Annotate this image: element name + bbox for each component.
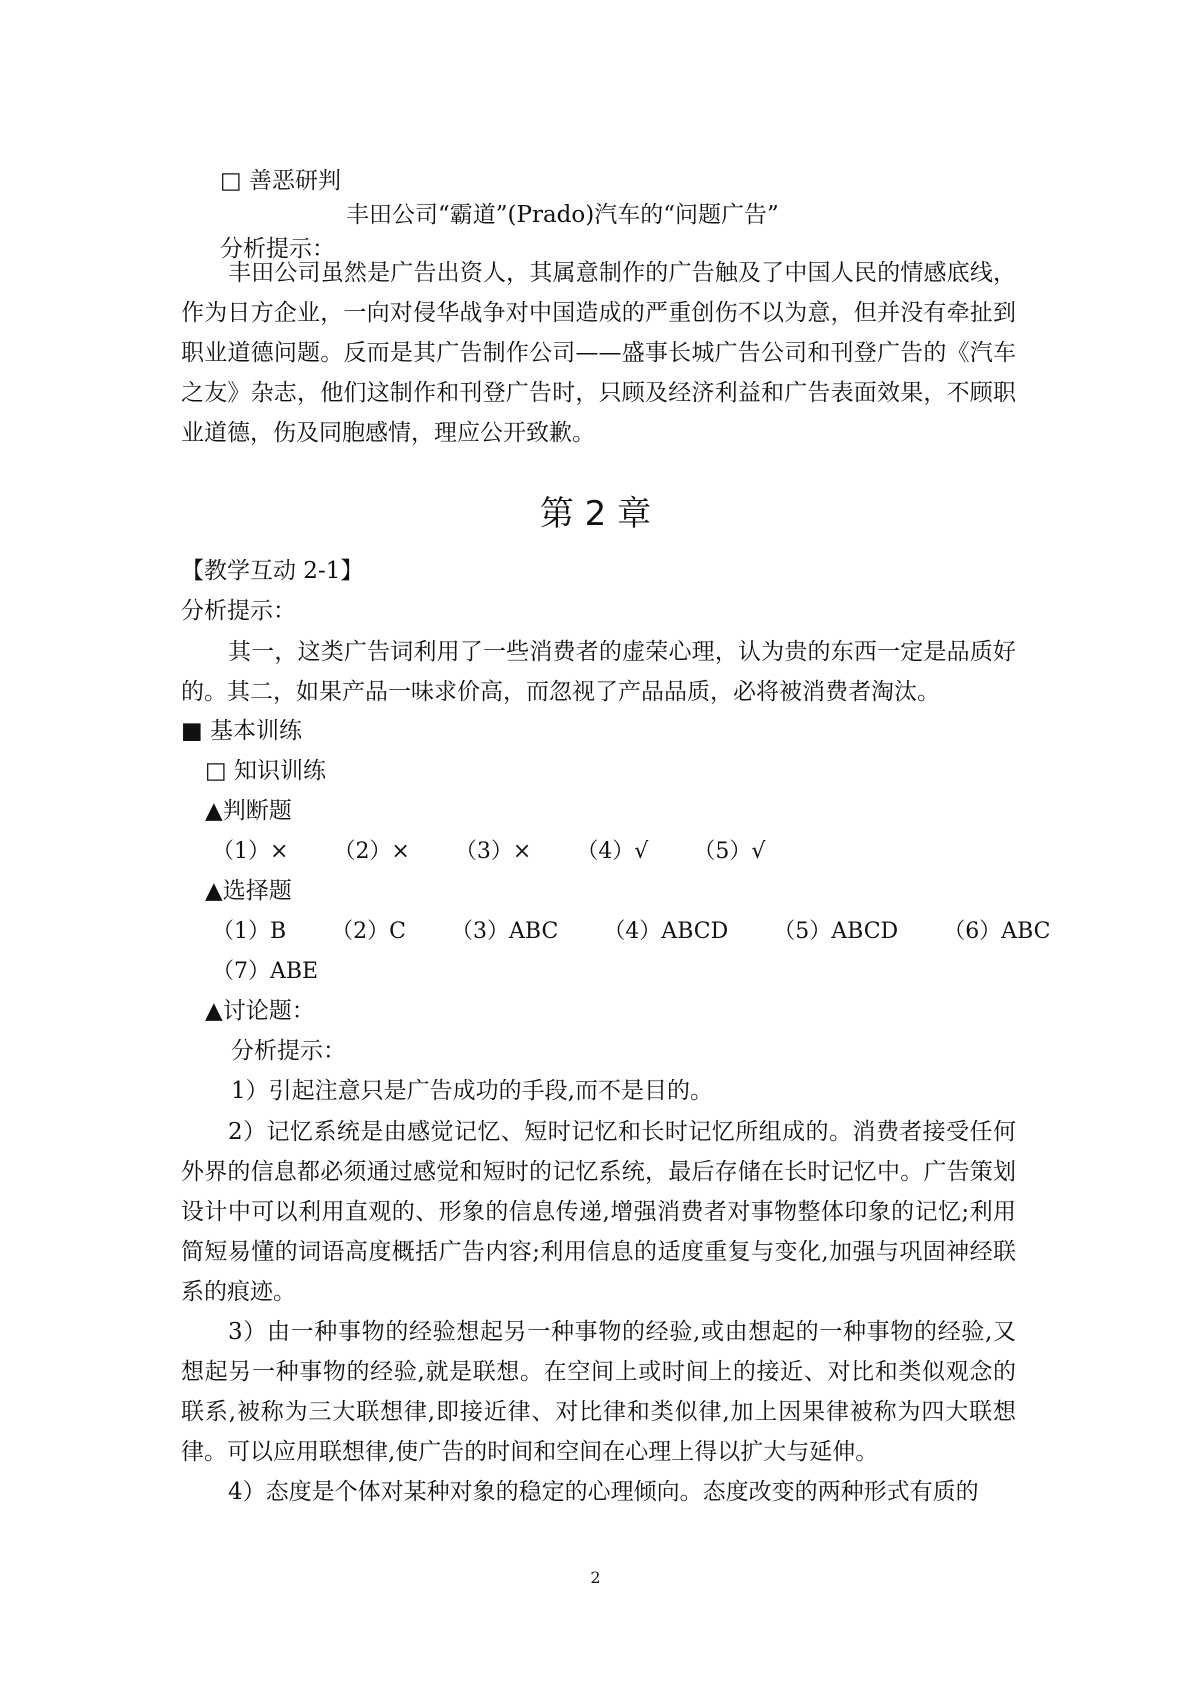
choice-questions-label: ▲选择题 bbox=[205, 878, 292, 904]
choice-answer: （5）ABCD bbox=[773, 919, 899, 944]
discussion-answer-3: 3）由一种事物的经验想起另一种事物的经验,或由想起的一种事物的经验,又想起另一种事物的经验,就是联想。在空间上或时间上的接近、对比和类似观念的联系,被称为三大联想律,即接近律、对比律和类似律,加上因果律被称为四大联想律。可以应用联想律,使广告的时间和空间在心理上得以扩大与延伸。 bbox=[181, 1319, 1016, 1465]
interaction-analysis-paragraph: 其一，这类广告词利用了一些消费者的虚荣心理，认为贵的东西一定是品质好的。其二，如果产品一味求价高，而忽视了产品品质，必将被消费者淘汰。 bbox=[181, 639, 1016, 705]
choice-answer: （6）ABC bbox=[943, 919, 1051, 944]
section-heading-good-evil: □ 善恶研判 bbox=[220, 168, 342, 194]
discussion-answer-4: 4）态度是个体对某种对象的稳定的心理倾向。态度改变的两种形式有质的 bbox=[228, 1479, 979, 1505]
teaching-interaction-label: 【教学互动 2-1】 bbox=[181, 558, 364, 584]
analysis-hint-label: 分析提示： bbox=[231, 1038, 346, 1064]
judgment-answer: （4）√ bbox=[576, 839, 649, 864]
judgment-answers bbox=[212, 837, 803, 867]
choice-answer: （4）ABCD bbox=[603, 919, 729, 944]
discussion-answer-2: 2）记忆系统是由感觉记忆、短时记忆和长时记忆所组成的。消费者接受任何外界的信息都必须通过感觉和短时的记忆系统，最后存储在长时记忆中。广告策划设计中可以利用直观的、形象的信息传递,增强消费者对事物整体印象的记忆;利用简短易懂的词语高度概括广告内容;利用信息的适度重复与变化,加强与巩固神经联系的痕迹。 bbox=[181, 1119, 1016, 1305]
choice-answer: （7）ABE bbox=[212, 959, 319, 984]
case-title: 丰田公司“霸道”(Prado)汽车的“问题广告” bbox=[346, 202, 779, 228]
judgment-answer: （3）× bbox=[454, 839, 532, 864]
judgment-questions-label: ▲判断题 bbox=[205, 798, 292, 824]
discussion-questions-label: ▲讨论题： bbox=[205, 998, 315, 1024]
judgment-answer: （5）√ bbox=[693, 839, 766, 864]
chapter-title: 第 2 章 bbox=[539, 494, 652, 534]
toyota-analysis-paragraph: 丰田公司虽然是广告出资人，其属意制作的广告触及了中国人民的情感底线，作为日方企业，一向对侵华战争对中国造成的严重创伤不以为意，但并没有牵扯到职业道德问题。反而是其广告制作公司——盛事长城广告公司和刊登广告的《汽车之友》杂志，他们这制作和刊登广告时，只顾及经济利益和广告表面效果，不顾职业道德，伤及同胞感情，理应公开致歉。 bbox=[181, 260, 1016, 446]
knowledge-training-heading: □ 知识训练 bbox=[205, 758, 327, 784]
judgment-answer: （1）× bbox=[212, 839, 289, 864]
judgment-answer: （2）× bbox=[333, 839, 410, 864]
page-number: 2 bbox=[590, 1568, 601, 1587]
analysis-hint-label: 分析提示： bbox=[220, 236, 335, 262]
choice-answer: （3）ABC bbox=[451, 919, 559, 944]
choice-answers bbox=[212, 917, 1088, 947]
choice-answer: （2）C bbox=[331, 919, 407, 944]
discussion-answer-1: 1）引起注意只是广告成功的手段,而不是目的。 bbox=[231, 1078, 713, 1104]
analysis-hint-label: 分析提示： bbox=[181, 598, 296, 624]
basic-training-heading: ■ 基本训练 bbox=[181, 718, 303, 744]
choice-answer: （1）B bbox=[212, 919, 287, 944]
